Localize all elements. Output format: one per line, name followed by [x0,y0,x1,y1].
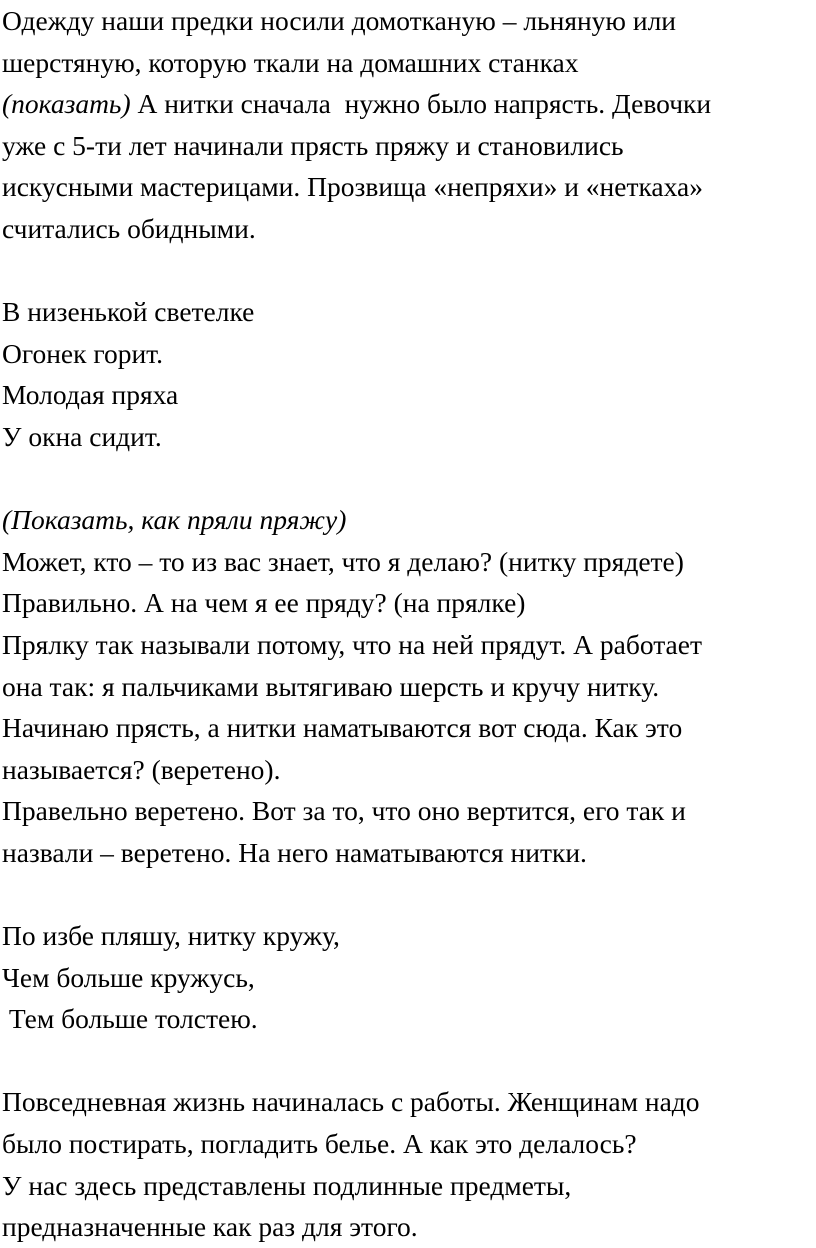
poem-line: Молодая пряха [2,379,179,411]
paragraph-daily-life [2,1081,814,1247]
text-line: назвали – веретено. На него наматываются нитки. [2,836,587,868]
text-line: Правельно веретено. Вот за то, что оно вертится, его так и [2,795,686,827]
poem-line: Тем больше толстею. [2,1003,258,1035]
text-line: Может, кто – то из вас знает, что я делаю? (нитку прядете) [2,545,684,577]
riddle-spindle [2,915,814,1040]
text-line: У нас здесь представлены подлинные предметы, [2,1169,572,1201]
text-line: Прялку так называли потому, что на ней прядут. А работает [2,628,702,660]
text-line: искусными мастерицами. Прозвища «непряхи» и «неткаха» [2,171,703,203]
poem-line: Чем больше кружусь, [2,961,255,993]
paragraph-spacer [2,458,814,500]
text-line: Начинаю прясть, а нитки наматываются вот сюда. Как это [2,712,683,744]
text-line: считались обидными. [2,212,256,244]
document-page [2,0,814,1248]
stage-direction-show: (показать) [2,88,131,120]
stage-direction: (Показать, как пряли пряжу) [2,504,347,536]
paragraph-spacer [2,873,814,915]
paragraph-spacer [2,1040,814,1082]
text-line: она так: я пальчиками вытягиваю шерсть и кручу нитку. [2,670,660,702]
paragraph-spacer [2,250,814,292]
paragraph-clothing [2,0,814,250]
text-line [2,83,814,125]
paragraph-spinning-wheel [2,499,814,873]
text-line: Одежду наши предки носили домотканую – льняную или [2,5,677,36]
text-segment: А нитки сначала нужно было напрясть. Девочки [130,88,712,120]
text-line: было постирать, погладить белье. А как это делалось? [2,1128,637,1160]
text-line: Повседневная жизнь начиналась с работы. Женщинам надо [2,1086,700,1118]
poem-line: У окна сидит. [2,420,162,452]
poem-line: Огонек горит. [2,337,163,369]
poem-line: В низенькой светелке [2,296,255,328]
poem-spinner [2,291,814,457]
poem-line: По избе пляшу, нитку кружу, [2,920,340,952]
text-line: Правильно. А на чем я ее пряду? (на прялке) [2,587,526,619]
text-line: шерстяную, которую ткали на домашних станках [2,46,579,78]
text-line: предназначенные как раз для этого. [2,1211,418,1243]
text-line: называется? (веретено). [2,753,281,785]
text-line: уже с 5-ти лет начинали прясть пряжу и становились [2,129,624,161]
